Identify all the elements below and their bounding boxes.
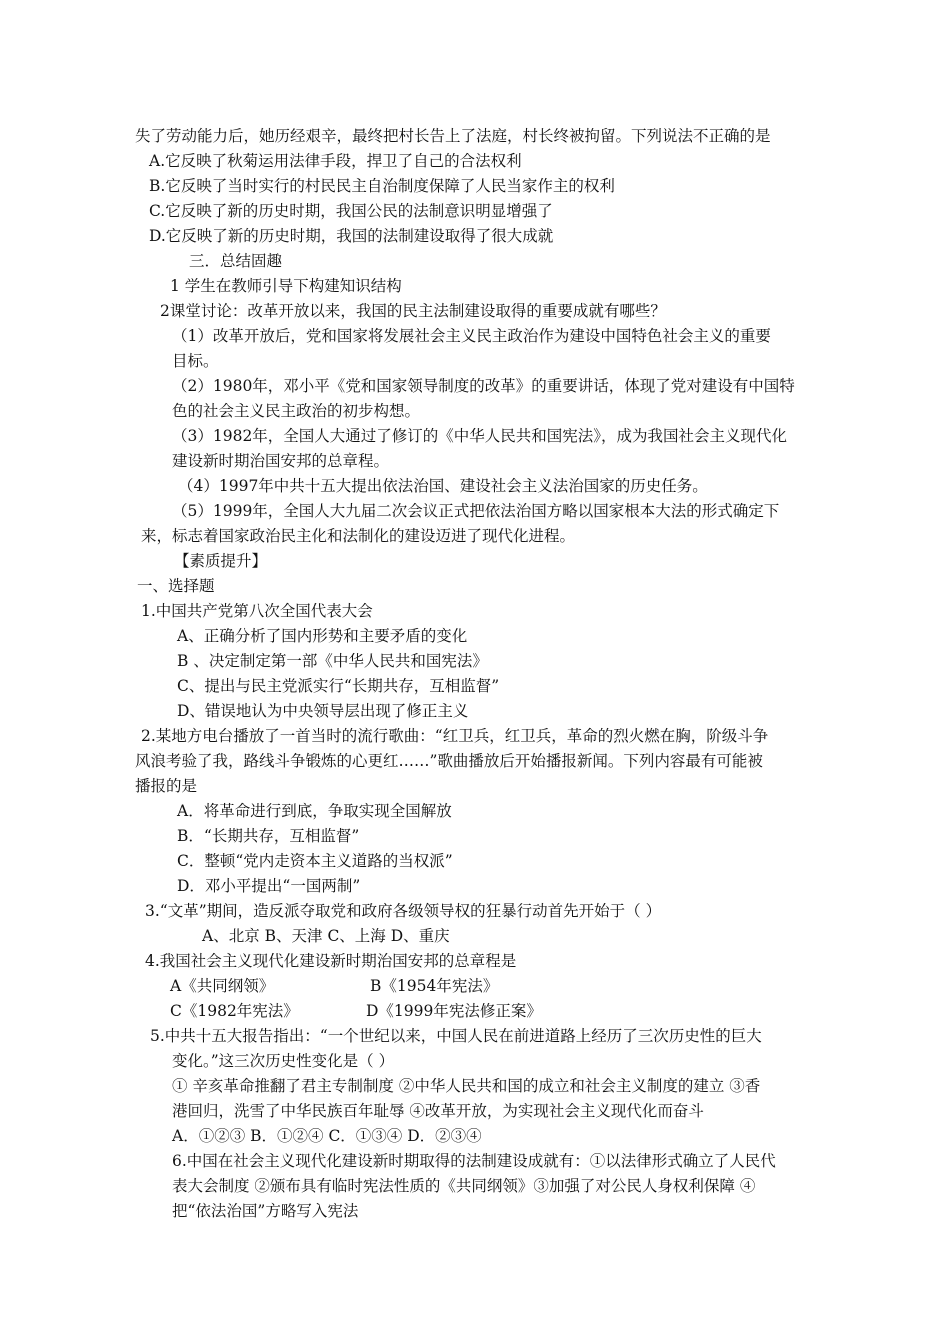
- question-2: 2.某地方电台播放了一首当时的流行歌曲：“红卫兵，红卫兵，革命的烈火燃在胸，阶级斗争: [141, 727, 769, 745]
- option-b: B．“长期共存，互相监督”: [177, 827, 360, 845]
- question-3: 3.“文革”期间，造反派夺取党和政府各级领导权的狂暴行动首先开始于（ ）: [145, 902, 662, 920]
- option-a: A《共同纲领》: [170, 977, 275, 995]
- option-a: A．将革命进行到底，争取实现全国解放: [177, 802, 452, 820]
- options-row: A．①②③ B．①②④ C．①③④ D．②③④: [172, 1127, 482, 1145]
- option-c: C.它反映了新的历史时期，我国公民的法制意识明显增强了: [149, 202, 553, 220]
- option-a: A、正确分析了国内形势和主要矛盾的变化: [177, 627, 468, 645]
- text-line: 1 学生在教师引导下构建知识结构: [170, 277, 402, 295]
- section-heading: 【素质提升】: [174, 552, 268, 570]
- option-b: B《1954年宪法》: [370, 977, 499, 995]
- text-line: （5）1999年，全国人大九届二次会议正式把依法治国方略以国家根本大法的形式确定下: [172, 502, 780, 520]
- discussion-question: 2课堂讨论：改革开放以来，我国的民主法制建设取得的重要成就有哪些？: [160, 302, 666, 320]
- text-line: 港回归，洗雪了中华民族百年耻辱 ④改革开放，为实现社会主义现代化而奋斗: [172, 1102, 704, 1120]
- text-line: （2）1980年，邓小平《党和国家领导制度的改革》的重要讲话，体现了党对建设有中国特: [172, 377, 795, 395]
- option-d: D《1999年宪法修正案》: [366, 1002, 542, 1020]
- option-c: C、提出与民主党派实行“长期共存，互相监督”: [177, 677, 500, 695]
- text-line: 建设新时期治国安邦的总章程。: [172, 452, 390, 470]
- question-5: 5.中共十五大报告指出：“一个世纪以来，中国人民在前进道路上经历了三次历史性的巨大: [150, 1027, 762, 1045]
- text-line: 来，标志着国家政治民主化和法制化的建设迈进了现代化进程。: [141, 527, 576, 545]
- text-line: （3）1982年，全国人大通过了修订的《中华人民共和国宪法》，成为我国社会主义现代化: [172, 427, 788, 445]
- option-d: D.它反映了新的历史时期，我国的法制建设取得了很大成就: [149, 227, 554, 245]
- option-c: C．整顿“党内走资本主义道路的当权派”: [177, 852, 453, 870]
- text-line: 变化。”这三次历史性变化是（ ）: [172, 1052, 395, 1070]
- text-line: 目标。: [172, 352, 219, 370]
- option-d: D、错误地认为中央领导层出现了修正主义: [177, 702, 469, 720]
- option-b: B.它反映了当时实行的村民民主自治制度保障了人民当家作主的权利: [149, 177, 615, 195]
- text-line: （4）1997年中共十五大提出依法治国、建设社会主义法治国家的历史任务。: [178, 477, 708, 495]
- option-d: D．邓小平提出“一国两制”: [177, 877, 361, 895]
- text-line: 播报的是: [135, 777, 198, 795]
- text-line: 表大会制度 ②颁布具有临时宪法性质的《共同纲领》③加强了对公民人身权利保障 ④: [172, 1177, 756, 1195]
- text-line: 把“依法治国”方略写入宪法: [172, 1202, 359, 1220]
- section-heading: 三．总结固趣: [189, 252, 283, 270]
- text-line: （1）改革开放后，党和国家将发展社会主义民主政治作为建设中国特色社会主义的重要: [172, 327, 771, 345]
- text-line: 色的社会主义民主政治的初步构想。: [172, 402, 421, 420]
- section-heading: 一、选择题: [137, 577, 215, 595]
- options-row: A、北京 B、天津 C、上海 D、重庆: [202, 927, 450, 945]
- text-line: ① 辛亥革命推翻了君主专制制度 ②中华人民共和国的成立和社会主义制度的建立 ③香: [172, 1077, 761, 1095]
- option-b: B 、决定制定第一部《中华人民共和国宪法》: [177, 652, 488, 670]
- question-4: 4.我国社会主义现代化建设新时期治国安邦的总章程是: [145, 952, 517, 970]
- option-c: C《1982年宪法》: [170, 1002, 299, 1020]
- text-line: 风浪考验了我，路线斗争锻炼的心更红……”歌曲播放后开始播报新闻。下列内容最有可能被: [135, 752, 763, 770]
- option-a: A.它反映了秋菊运用法律手段，捍卫了自己的合法权利: [149, 152, 522, 170]
- question-1: 1.中国共产党第八次全国代表大会: [141, 602, 373, 620]
- text-line: 失了劳动能力后，她历经艰辛，最终把村长告上了法庭，村长终被拘留。下列说法不正确的是: [135, 127, 771, 145]
- question-6: 6.中国在社会主义现代化建设新时期取得的法制建设成就有：①以法律形式确立了人民代: [172, 1152, 776, 1170]
